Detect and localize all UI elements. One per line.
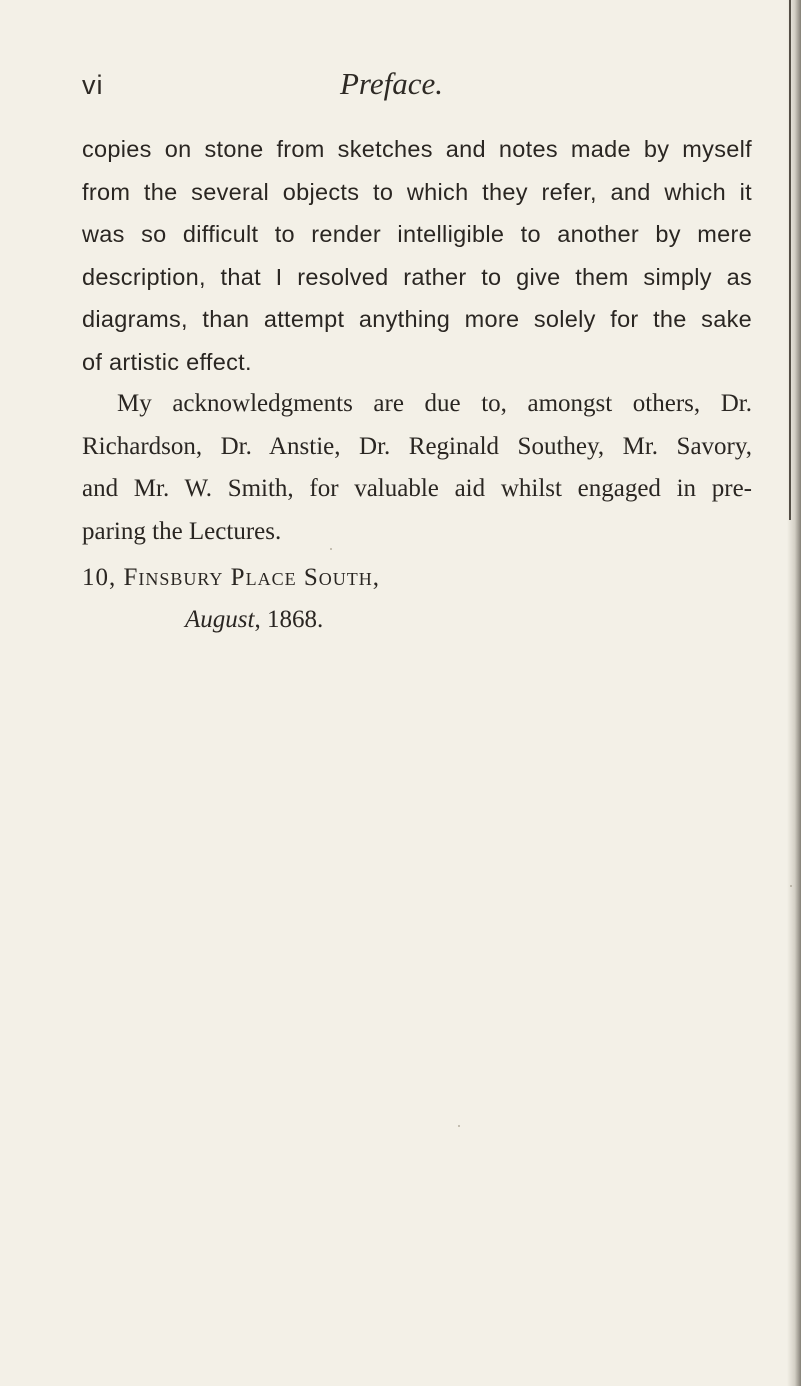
text-line: paring the Lectures. bbox=[82, 517, 282, 545]
running-title: Preface. bbox=[340, 66, 443, 101]
body-text bbox=[82, 128, 752, 553]
text-line: My acknowledgments are due to, amongst others, Dr. bbox=[117, 390, 752, 417]
signature-block bbox=[82, 557, 682, 641]
page-number: vi bbox=[82, 70, 104, 100]
text-line: Richardson, Dr. Anstie, Dr. Reginald Southey, Mr. Savory, bbox=[82, 432, 752, 460]
text-line: and Mr. W. Smith, for valuable aid whilst engaged in pre- bbox=[82, 475, 752, 502]
date-month: August bbox=[185, 606, 255, 633]
text-line: copies on stone from sketches and notes made by myself bbox=[82, 136, 752, 162]
text-line: of artistic effect. bbox=[82, 348, 252, 375]
text-line: diagrams, than attempt anything more solely for the sake bbox=[82, 306, 752, 332]
paragraph-one bbox=[82, 128, 752, 383]
page-edge-line bbox=[789, 0, 791, 520]
text-line: description, that I resolved rather to give them simply as bbox=[82, 263, 752, 290]
text-line: from the several objects to which they refer, and which it bbox=[82, 178, 752, 205]
date-year: , 1868. bbox=[254, 606, 324, 633]
paragraph-two bbox=[82, 383, 752, 553]
paper-speck bbox=[458, 1125, 460, 1127]
paper-speck bbox=[330, 548, 332, 550]
page-header bbox=[82, 66, 742, 110]
text-line: was so difficult to render intelligible to another by mere bbox=[82, 221, 752, 247]
paper-speck bbox=[790, 885, 792, 887]
date-line bbox=[82, 599, 682, 641]
address-line: 10, Finsbury Place South, bbox=[82, 564, 380, 591]
